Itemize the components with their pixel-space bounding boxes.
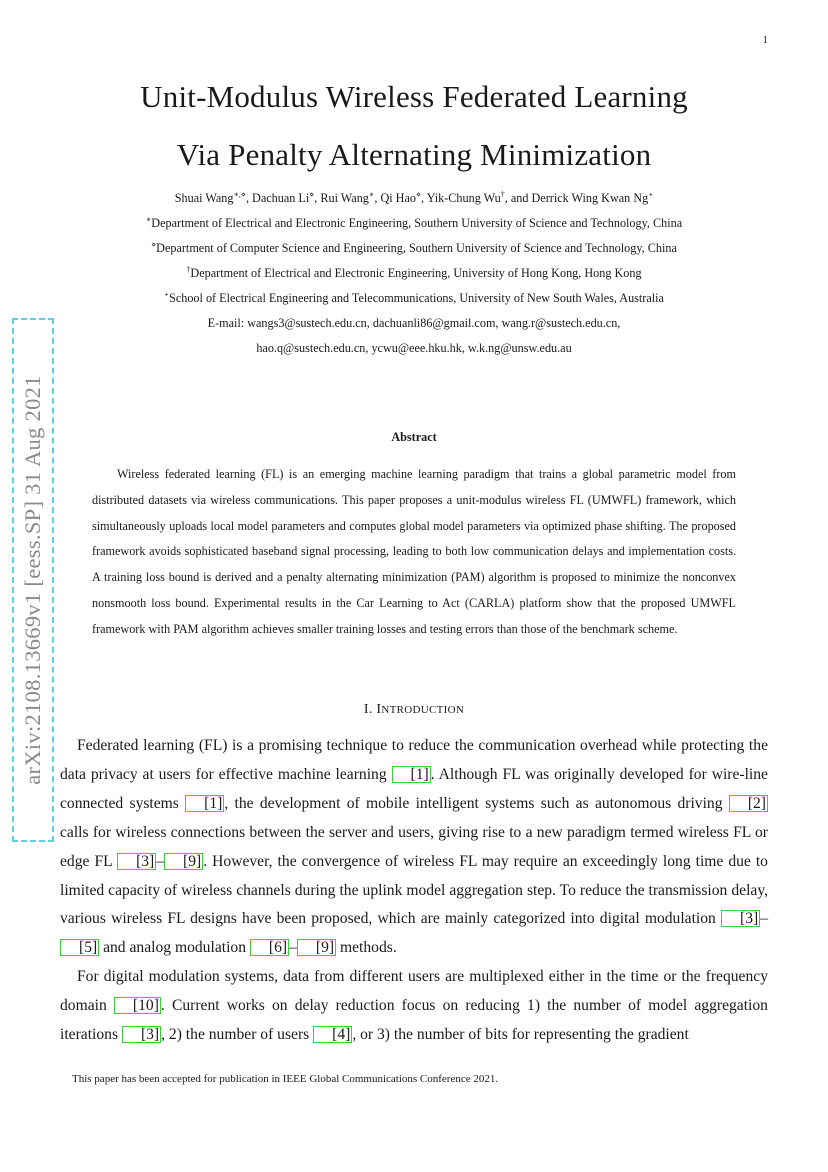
citation-link[interactable]: [1] [392, 766, 431, 783]
citation-link[interactable]: [5] [60, 939, 99, 956]
affiliation-text: School of Electrical Engineering and Telecommunications, University of New South Wales, Australia [169, 291, 664, 305]
title-line-2: Via Penalty Alternating Minimization [176, 137, 652, 172]
body-text: . However, the convergence of wireless FL may require an exceedingly long time due to limited capacity of wireless channels during the uplink model aggregation step. To reduce the transmission delay, various wireless FL designs have been proposed, which are mainly categorized into digital modulation [60, 852, 768, 928]
abstract-text: Wireless federated learning (FL) is an emerging machine learning paradigm that trains a global parametric model from distributed datasets via wireless communications. This paper proposes a unit-modulus wireless FL (UMWFL) framework, which simultaneously uploads local model parameters and computes global model parameters via optimized phase shifting. The proposed framework avoids sophisticated baseband signal processing, leading to both low communication delays and implementation costs. A training loss bound is derived and a penalty alternating minimization (PAM) algorithm is proposed to minimize the nonconvex nonsmooth loss bound. Experimental results in the Car Learning to Act (CARLA) platform show that the proposed UMWFL framework with PAM algorithm achieves smaller training losses and testing errors than those of the benchmark scheme. [92, 467, 736, 636]
author-mark: ∗ [368, 190, 375, 199]
range-dash: – [156, 852, 165, 870]
body-text: . Current works on delay reduction focus on reducing 1) the number of model aggregation iterations [60, 996, 768, 1043]
footnote: This paper has been accepted for publication in IEEE Global Communications Conference 2021. [72, 1073, 499, 1085]
author-name: , Rui Wang [314, 191, 369, 205]
range-dash: – [760, 910, 768, 928]
author-mark: † [500, 190, 505, 199]
author-name: , Dachuan Li [245, 191, 310, 205]
body-text: , or 3) the number of bits for representing the gradient [352, 1025, 689, 1043]
citation-link[interactable]: [4] [313, 1026, 352, 1043]
arxiv-stamp-text: arXiv:2108.13669v1 [eess.SP] 31 Aug 2021 [20, 375, 45, 785]
section-title-rest: NTRODUCTION [381, 704, 465, 716]
body-text: methods. [336, 939, 397, 957]
affiliation-text: Department of Computer Science and Engineering, Southern University of Science and Technology, China [156, 241, 677, 255]
affiliation-mark: ⋄ [151, 240, 157, 249]
citation-link[interactable]: [3] [721, 910, 760, 927]
author-mark: ⋄ [415, 190, 421, 199]
affiliation-mark: ∗ [145, 215, 152, 224]
body-text: Federated learning (FL) is a promising technique to reduce the communication overhead while protecting the data privacy at users for effective machine learning [60, 737, 768, 783]
citation-link[interactable]: [3] [117, 853, 156, 870]
author-name: , and Derrick Wing Kwan Ng [504, 191, 649, 205]
author-list [40, 186, 788, 211]
email-line: E-mail: wangs3@sustech.edu.cn, dachuanli86@gmail.com, wang.r@sustech.edu.cn, [207, 316, 621, 330]
body-text: , 2) the number of users [161, 1025, 314, 1043]
body-text: and analog modulation [99, 939, 250, 957]
paper-title [0, 68, 828, 184]
affiliation [40, 286, 788, 311]
author-mark: ⋆ [648, 190, 654, 199]
body-text: . Although FL was originally developed for wire-line connected systems [60, 765, 768, 812]
section-heading [0, 702, 828, 718]
affiliation-text: Department of Electrical and Electronic Engineering, Southern University of Science and Technology, China [151, 216, 683, 230]
citation-link[interactable]: [9] [164, 853, 203, 870]
arxiv-stamp-link[interactable] [12, 318, 54, 842]
affiliation-mark: † [186, 265, 191, 274]
range-dash: – [289, 939, 297, 957]
citation-link[interactable]: [3] [122, 1026, 161, 1043]
affiliation [40, 261, 788, 286]
author-name: , Yik-Chung Wu [421, 191, 501, 205]
affiliation-mark: ⋆ [164, 290, 170, 299]
affiliation [40, 236, 788, 261]
affiliation [40, 211, 788, 236]
body-text: For digital modulation systems, data from different users are multiplexed either in the time or the frequency domain [60, 968, 768, 1014]
body-paragraph [60, 732, 768, 963]
author-mark: ∗,⋄ [233, 190, 246, 199]
affiliation-text: Department of Electrical and Electronic Engineering, University of Hong Kong, Hong Kong [190, 266, 642, 280]
abstract-heading: Abstract [391, 430, 437, 444]
email-line: hao.q@sustech.edu.cn, ycwu@eee.hku.hk, w.k.ng@unsw.edu.au [256, 341, 572, 355]
body-paragraph [60, 963, 768, 1050]
citation-link[interactable]: [10] [114, 997, 161, 1014]
author-block [40, 186, 788, 361]
citation-link[interactable]: [2] [729, 795, 768, 812]
title-line-1: Unit-Modulus Wireless Federated Learning [140, 79, 688, 114]
author-mark: ⋄ [309, 190, 315, 199]
author-name: , Qi Hao [374, 191, 416, 205]
page-number: 1 [762, 34, 768, 46]
citation-link[interactable]: [1] [185, 795, 224, 812]
body-text: , the development of mobile intelligent systems such as autonomous driving [224, 794, 729, 812]
author-name: Shuai Wang [174, 191, 234, 205]
body-text: calls for wireless connections between the server and users, giving rise to a new paradigm termed wireless FL or edge FL [60, 823, 768, 870]
citation-link[interactable]: [6] [250, 939, 289, 956]
section-numeral: I. [363, 702, 377, 717]
section-title-initial: I [376, 702, 382, 717]
citation-link[interactable]: [9] [297, 939, 336, 956]
